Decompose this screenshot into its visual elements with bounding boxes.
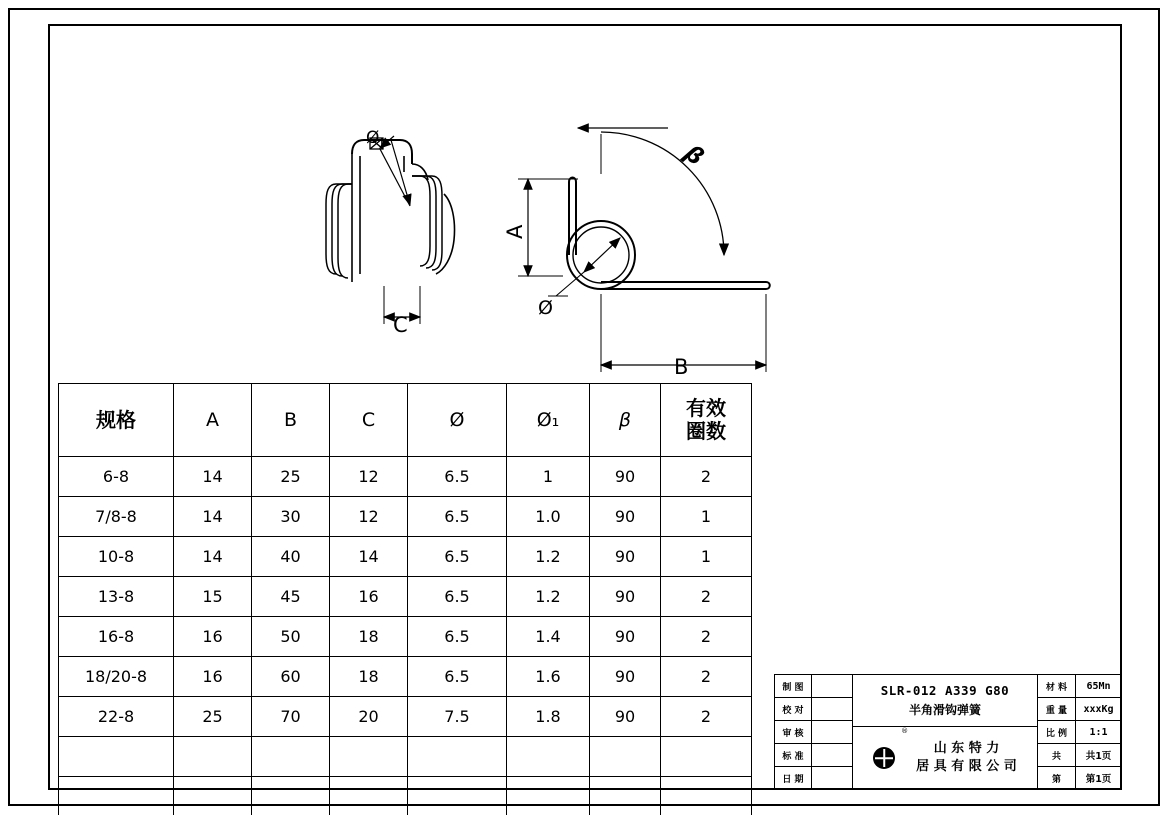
header-phi1: Ø₁: [507, 384, 590, 457]
cell-b: 40: [252, 537, 330, 577]
approval-label-date: 日 期: [775, 767, 812, 789]
cell-turns: 2: [661, 617, 752, 657]
title-block-identity: [853, 675, 1038, 789]
cell-a: 14: [174, 497, 252, 537]
registered-mark-icon: ®: [901, 727, 909, 735]
property-value-scale: 1:1: [1089, 726, 1108, 738]
property-value-total-pages: 共1页: [1085, 751, 1112, 762]
header-beta: β: [590, 384, 661, 457]
approval-label-check: 校 对: [775, 698, 812, 720]
cell-phi1: 1.2: [507, 577, 590, 617]
label-phi: Ø: [538, 297, 553, 319]
cell-spec: 6-8: [59, 457, 174, 497]
cell-beta: 90: [590, 497, 661, 537]
header-spec: 规格: [59, 384, 174, 457]
approval-label-standard: 标 准: [775, 744, 812, 766]
cell-phi1: 1.2: [507, 537, 590, 577]
table-row: [59, 697, 752, 737]
header-a: A: [174, 384, 252, 457]
header-effective-turns: [661, 384, 752, 457]
cell-c: [330, 777, 408, 815]
company-block: [853, 727, 1037, 789]
cell-c: [330, 737, 408, 777]
property-value-material: 65Mn: [1086, 680, 1111, 692]
cell-beta: 90: [590, 657, 661, 697]
cell-spec: [59, 737, 174, 777]
approval-row-standard: [775, 744, 852, 767]
cell-phi: 6.5: [408, 657, 507, 697]
cell-spec: 22-8: [59, 697, 174, 737]
cell-c: 18: [330, 657, 408, 697]
cell-a: 15: [174, 577, 252, 617]
table-row: [59, 617, 752, 657]
cell-a: 14: [174, 537, 252, 577]
property-label-weight: 重 量: [1038, 698, 1076, 720]
property-label-page-number: 第: [1038, 767, 1076, 789]
table-row: [59, 577, 752, 617]
header-effective-turns-line2: 圈数: [686, 419, 726, 443]
label-phi1: Ø: [366, 128, 380, 148]
cell-spec: 13-8: [59, 577, 174, 617]
cell-beta: [590, 737, 661, 777]
property-row-total-pages: [1038, 744, 1121, 767]
cell-phi: 6.5: [408, 537, 507, 577]
cell-a: 14: [174, 457, 252, 497]
cell-turns: 2: [661, 657, 752, 697]
title-block: [774, 674, 1122, 790]
cell-beta: [590, 777, 661, 815]
cell-b: 45: [252, 577, 330, 617]
cell-phi1: [507, 737, 590, 777]
cell-phi: [408, 777, 507, 815]
cell-b: 70: [252, 697, 330, 737]
approval-value-review[interactable]: [812, 721, 852, 743]
label-phi1-sub: 1: [378, 137, 385, 150]
header-phi: Ø: [408, 384, 507, 457]
property-row-material: [1038, 675, 1121, 698]
cell-beta: 90: [590, 697, 661, 737]
cell-phi1: [507, 777, 590, 815]
cell-phi: 6.5: [408, 497, 507, 537]
company-name-line2: 居 具 有 限 公 司: [916, 759, 1017, 774]
cell-phi: 7.5: [408, 697, 507, 737]
property-row-weight: [1038, 698, 1121, 721]
cell-turns: 2: [661, 577, 752, 617]
property-value-weight: xxxKg: [1083, 703, 1114, 715]
approval-value-draw[interactable]: [812, 675, 852, 697]
cell-b: 30: [252, 497, 330, 537]
approval-row-date: [775, 767, 852, 789]
cell-spec: 16-8: [59, 617, 174, 657]
approval-label-review: 审 核: [775, 721, 812, 743]
property-value-page-number: 第1页: [1085, 774, 1112, 785]
cell-b: 25: [252, 457, 330, 497]
cell-spec: [59, 777, 174, 815]
crosshair-logo-icon: [873, 747, 895, 769]
table-header-row: [59, 384, 752, 457]
cell-spec: 18/20-8: [59, 657, 174, 697]
approval-value-standard[interactable]: [812, 744, 852, 766]
cell-phi: [408, 737, 507, 777]
approval-row-draw: [775, 675, 852, 698]
approval-value-check[interactable]: [812, 698, 852, 720]
product-name: 半角滑钩弹簧: [908, 703, 981, 717]
table-row: [59, 737, 752, 777]
cell-b: [252, 737, 330, 777]
cell-c: 18: [330, 617, 408, 657]
header-b: B: [252, 384, 330, 457]
cell-b: [252, 777, 330, 815]
cell-a: [174, 777, 252, 815]
cell-a: 16: [174, 657, 252, 697]
table-row: [59, 537, 752, 577]
drawing-code: SLR-012 A339 G80: [880, 683, 1010, 698]
cell-phi1: 1: [507, 457, 590, 497]
title-block-approvals: [775, 675, 853, 789]
cell-turns: 1: [661, 497, 752, 537]
cell-beta: 90: [590, 457, 661, 497]
approval-row-check: [775, 698, 852, 721]
cell-turns: 2: [661, 457, 752, 497]
approval-label-draw: 制 图: [775, 675, 812, 697]
property-label-scale: 比 例: [1038, 721, 1076, 743]
cell-phi: 6.5: [408, 457, 507, 497]
approval-value-date[interactable]: [812, 767, 852, 789]
cell-b: 60: [252, 657, 330, 697]
cell-turns: 1: [661, 537, 752, 577]
cell-phi: 6.5: [408, 617, 507, 657]
property-label-total-pages: 共: [1038, 744, 1076, 766]
table-row: [59, 457, 752, 497]
header-c: C: [330, 384, 408, 457]
table-row: [59, 657, 752, 697]
label-a: A: [503, 224, 527, 239]
cell-spec: 7/8-8: [59, 497, 174, 537]
header-effective-turns-line1: 有效: [686, 396, 726, 420]
approval-row-review: [775, 721, 852, 744]
property-row-page-number: [1038, 767, 1121, 789]
cell-turns: [661, 737, 752, 777]
company-name: [916, 740, 1017, 775]
cell-phi1: 1.8: [507, 697, 590, 737]
cell-b: 50: [252, 617, 330, 657]
cell-c: 14: [330, 537, 408, 577]
cell-turns: 2: [661, 697, 752, 737]
cell-c: 12: [330, 497, 408, 537]
spec-table: [58, 383, 752, 815]
label-c: C: [393, 313, 408, 337]
cell-c: 20: [330, 697, 408, 737]
cell-beta: 90: [590, 617, 661, 657]
table-row: [59, 497, 752, 537]
cell-phi1: 1.6: [507, 657, 590, 697]
title-block-properties: [1038, 675, 1121, 789]
company-name-line1: 山 东 特 力: [933, 741, 1000, 757]
cell-c: 12: [330, 457, 408, 497]
property-row-scale: [1038, 721, 1121, 744]
property-label-material: 材 料: [1038, 675, 1076, 697]
cell-beta: 90: [590, 537, 661, 577]
cell-a: 25: [174, 697, 252, 737]
label-b: B: [674, 355, 689, 379]
cell-c: 16: [330, 577, 408, 617]
cell-phi: 6.5: [408, 577, 507, 617]
cell-a: 16: [174, 617, 252, 657]
spring-drawing: [48, 24, 1122, 394]
cell-turns: [661, 777, 752, 815]
cell-phi1: 1.4: [507, 617, 590, 657]
label-beta: β: [679, 140, 709, 171]
cell-a: [174, 737, 252, 777]
cell-beta: 90: [590, 577, 661, 617]
table-row: [59, 777, 752, 815]
drawing-identity: [853, 675, 1037, 727]
cell-spec: 10-8: [59, 537, 174, 577]
cell-phi1: 1.0: [507, 497, 590, 537]
